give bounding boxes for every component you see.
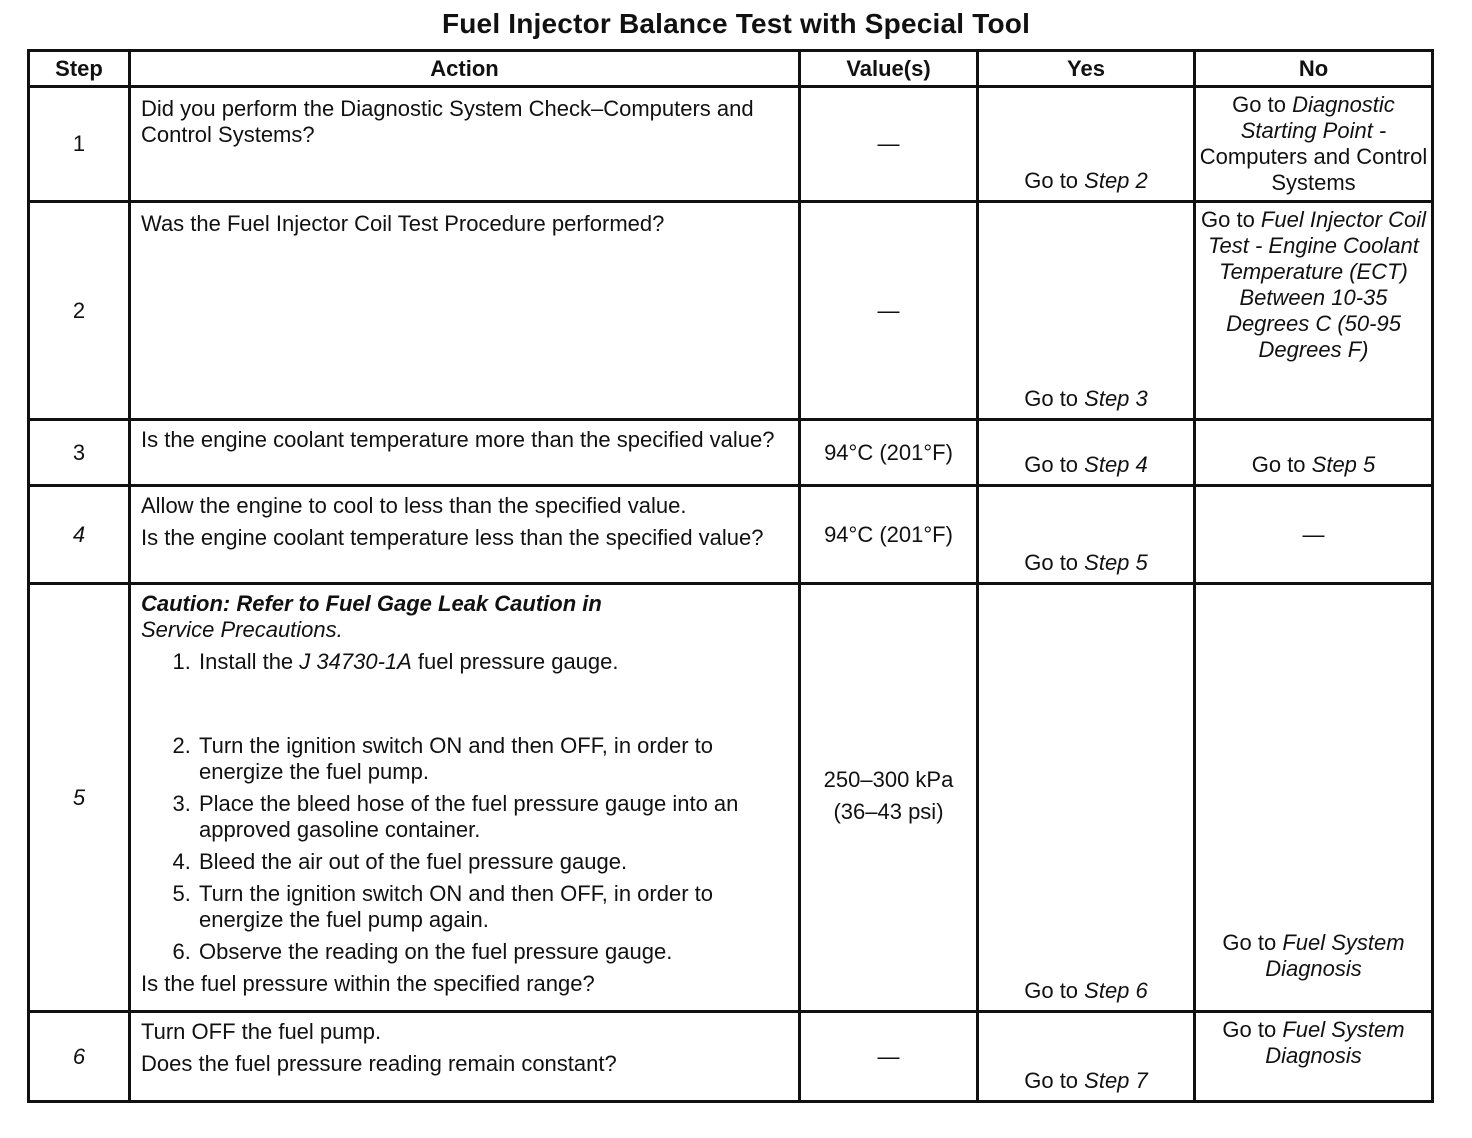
yes-prefix: Go to <box>1024 452 1085 477</box>
yes-prefix: Go to <box>1024 978 1085 1003</box>
action-cell <box>130 1012 800 1102</box>
table-row <box>29 87 1433 202</box>
header-row <box>29 51 1433 87</box>
header-no: No <box>1195 51 1433 87</box>
yes-link[interactable]: Step 4 <box>1084 452 1148 477</box>
no-cell <box>1195 584 1433 1012</box>
list-item: 2. Turn the ignition switch ON and then OFF, in order to energize the fuel pump. <box>197 733 788 785</box>
no-cell <box>1195 1012 1433 1102</box>
no-cell <box>1195 420 1433 486</box>
yes-prefix: Go to <box>1024 550 1085 575</box>
no-cell: — <box>1195 486 1433 584</box>
yes-cell <box>978 420 1195 486</box>
value-cell: 94°C (201°F) <box>800 420 978 486</box>
step-number: 4 <box>29 486 130 584</box>
yes-prefix: Go to <box>1024 1068 1085 1093</box>
header-action: Action <box>130 51 800 87</box>
no-suffix: Computers and Control Systems <box>1199 144 1428 195</box>
step-number: 3 <box>29 420 130 486</box>
yes-link[interactable]: Step 5 <box>1084 550 1148 575</box>
no-prefix: Go to <box>1251 452 1312 477</box>
table-row <box>29 584 1433 1012</box>
action-cell <box>130 486 800 584</box>
action-text: Is the engine coolant temperature more than the specified value? <box>141 427 775 452</box>
table-row <box>29 202 1433 420</box>
action-cell <box>130 420 800 486</box>
step-number: 1 <box>29 87 130 202</box>
table-row <box>29 1012 1433 1102</box>
no-link[interactable]: Diagnostic Starting Point - <box>1240 92 1395 143</box>
table-row <box>29 420 1433 486</box>
yes-link[interactable]: Step 2 <box>1084 168 1148 193</box>
action-question: Is the engine coolant temperature less than the specified value? <box>141 525 764 550</box>
yes-cell <box>978 1012 1195 1102</box>
no-link[interactable]: Fuel System Diagnosis <box>1265 930 1405 981</box>
list-item: 4. Bleed the air out of the fuel pressure gauge. <box>197 849 788 875</box>
value-cell <box>800 584 978 1012</box>
action-question: Is the fuel pressure within the specified range? <box>141 971 595 996</box>
value-imperial: (36–43 psi) <box>833 799 944 824</box>
no-link[interactable]: Fuel Injector Coil Test - Engine Coolant Temperature (ECT) Between 10-35 Degrees C (50-95 Degrees F) <box>1208 207 1426 362</box>
action-question: Does the fuel pressure reading remain constant? <box>141 1051 617 1076</box>
step-number: 5 <box>29 584 130 1012</box>
value-cell: 94°C (201°F) <box>800 486 978 584</box>
yes-prefix: Go to <box>1024 168 1085 193</box>
action-cell <box>130 202 800 420</box>
value-cell: — <box>800 1012 978 1102</box>
no-link[interactable]: Fuel System Diagnosis <box>1265 1017 1405 1068</box>
action-cell <box>130 584 800 1012</box>
header-yes: Yes <box>978 51 1195 87</box>
caution-reference: Service Precautions. <box>141 617 343 642</box>
procedure-list <box>141 649 788 965</box>
yes-cell <box>978 202 1195 420</box>
yes-prefix: Go to <box>1024 386 1085 411</box>
step-number: 2 <box>29 202 130 420</box>
action-text: Turn OFF the fuel pump. <box>141 1019 382 1044</box>
yes-cell <box>978 87 1195 202</box>
yes-cell <box>978 584 1195 1012</box>
no-cell <box>1195 87 1433 202</box>
header-values: Value(s) <box>800 51 978 87</box>
list-item: 1. Install the J 34730-1A fuel pressure gauge. <box>197 649 788 675</box>
action-text: Allow the engine to cool to less than the specified value. <box>141 493 687 518</box>
list-item: 5. Turn the ignition switch ON and then OFF, in order to energize the fuel pump again. <box>197 881 788 933</box>
value-cell: — <box>800 202 978 420</box>
no-prefix: Go to <box>1222 1017 1283 1042</box>
tool-reference[interactable]: J 34730-1A <box>299 649 412 674</box>
list-item: 3. Place the bleed hose of the fuel pressure gauge into an approved gasoline container. <box>197 791 788 843</box>
header-step: Step <box>29 51 130 87</box>
yes-link[interactable]: Step 6 <box>1084 978 1148 1003</box>
list-item: 6. Observe the reading on the fuel pressure gauge. <box>197 939 788 965</box>
action-cell <box>130 87 800 202</box>
action-text: Did you perform the Diagnostic System Check–Computers and Control Systems? <box>141 96 754 147</box>
no-prefix: Go to <box>1222 930 1283 955</box>
yes-link[interactable]: Step 7 <box>1084 1068 1148 1093</box>
step-number: 6 <box>29 1012 130 1102</box>
no-prefix: Go to <box>1201 207 1261 232</box>
caution-text: Caution: Refer to Fuel Gage Leak Caution in <box>141 591 602 616</box>
no-cell <box>1195 202 1433 420</box>
action-text: Was the Fuel Injector Coil Test Procedure performed? <box>141 211 665 236</box>
yes-cell <box>978 486 1195 584</box>
yes-link[interactable]: Step 3 <box>1084 386 1148 411</box>
value-metric: 250–300 kPa <box>823 767 954 792</box>
value-cell: — <box>800 87 978 202</box>
no-link[interactable]: Step 5 <box>1311 452 1376 477</box>
table-row <box>29 486 1433 584</box>
diagnostic-table <box>27 49 1434 1103</box>
page-title: Fuel Injector Balance Test with Special Tool <box>441 8 1031 39</box>
no-prefix: Go to <box>1232 92 1293 117</box>
